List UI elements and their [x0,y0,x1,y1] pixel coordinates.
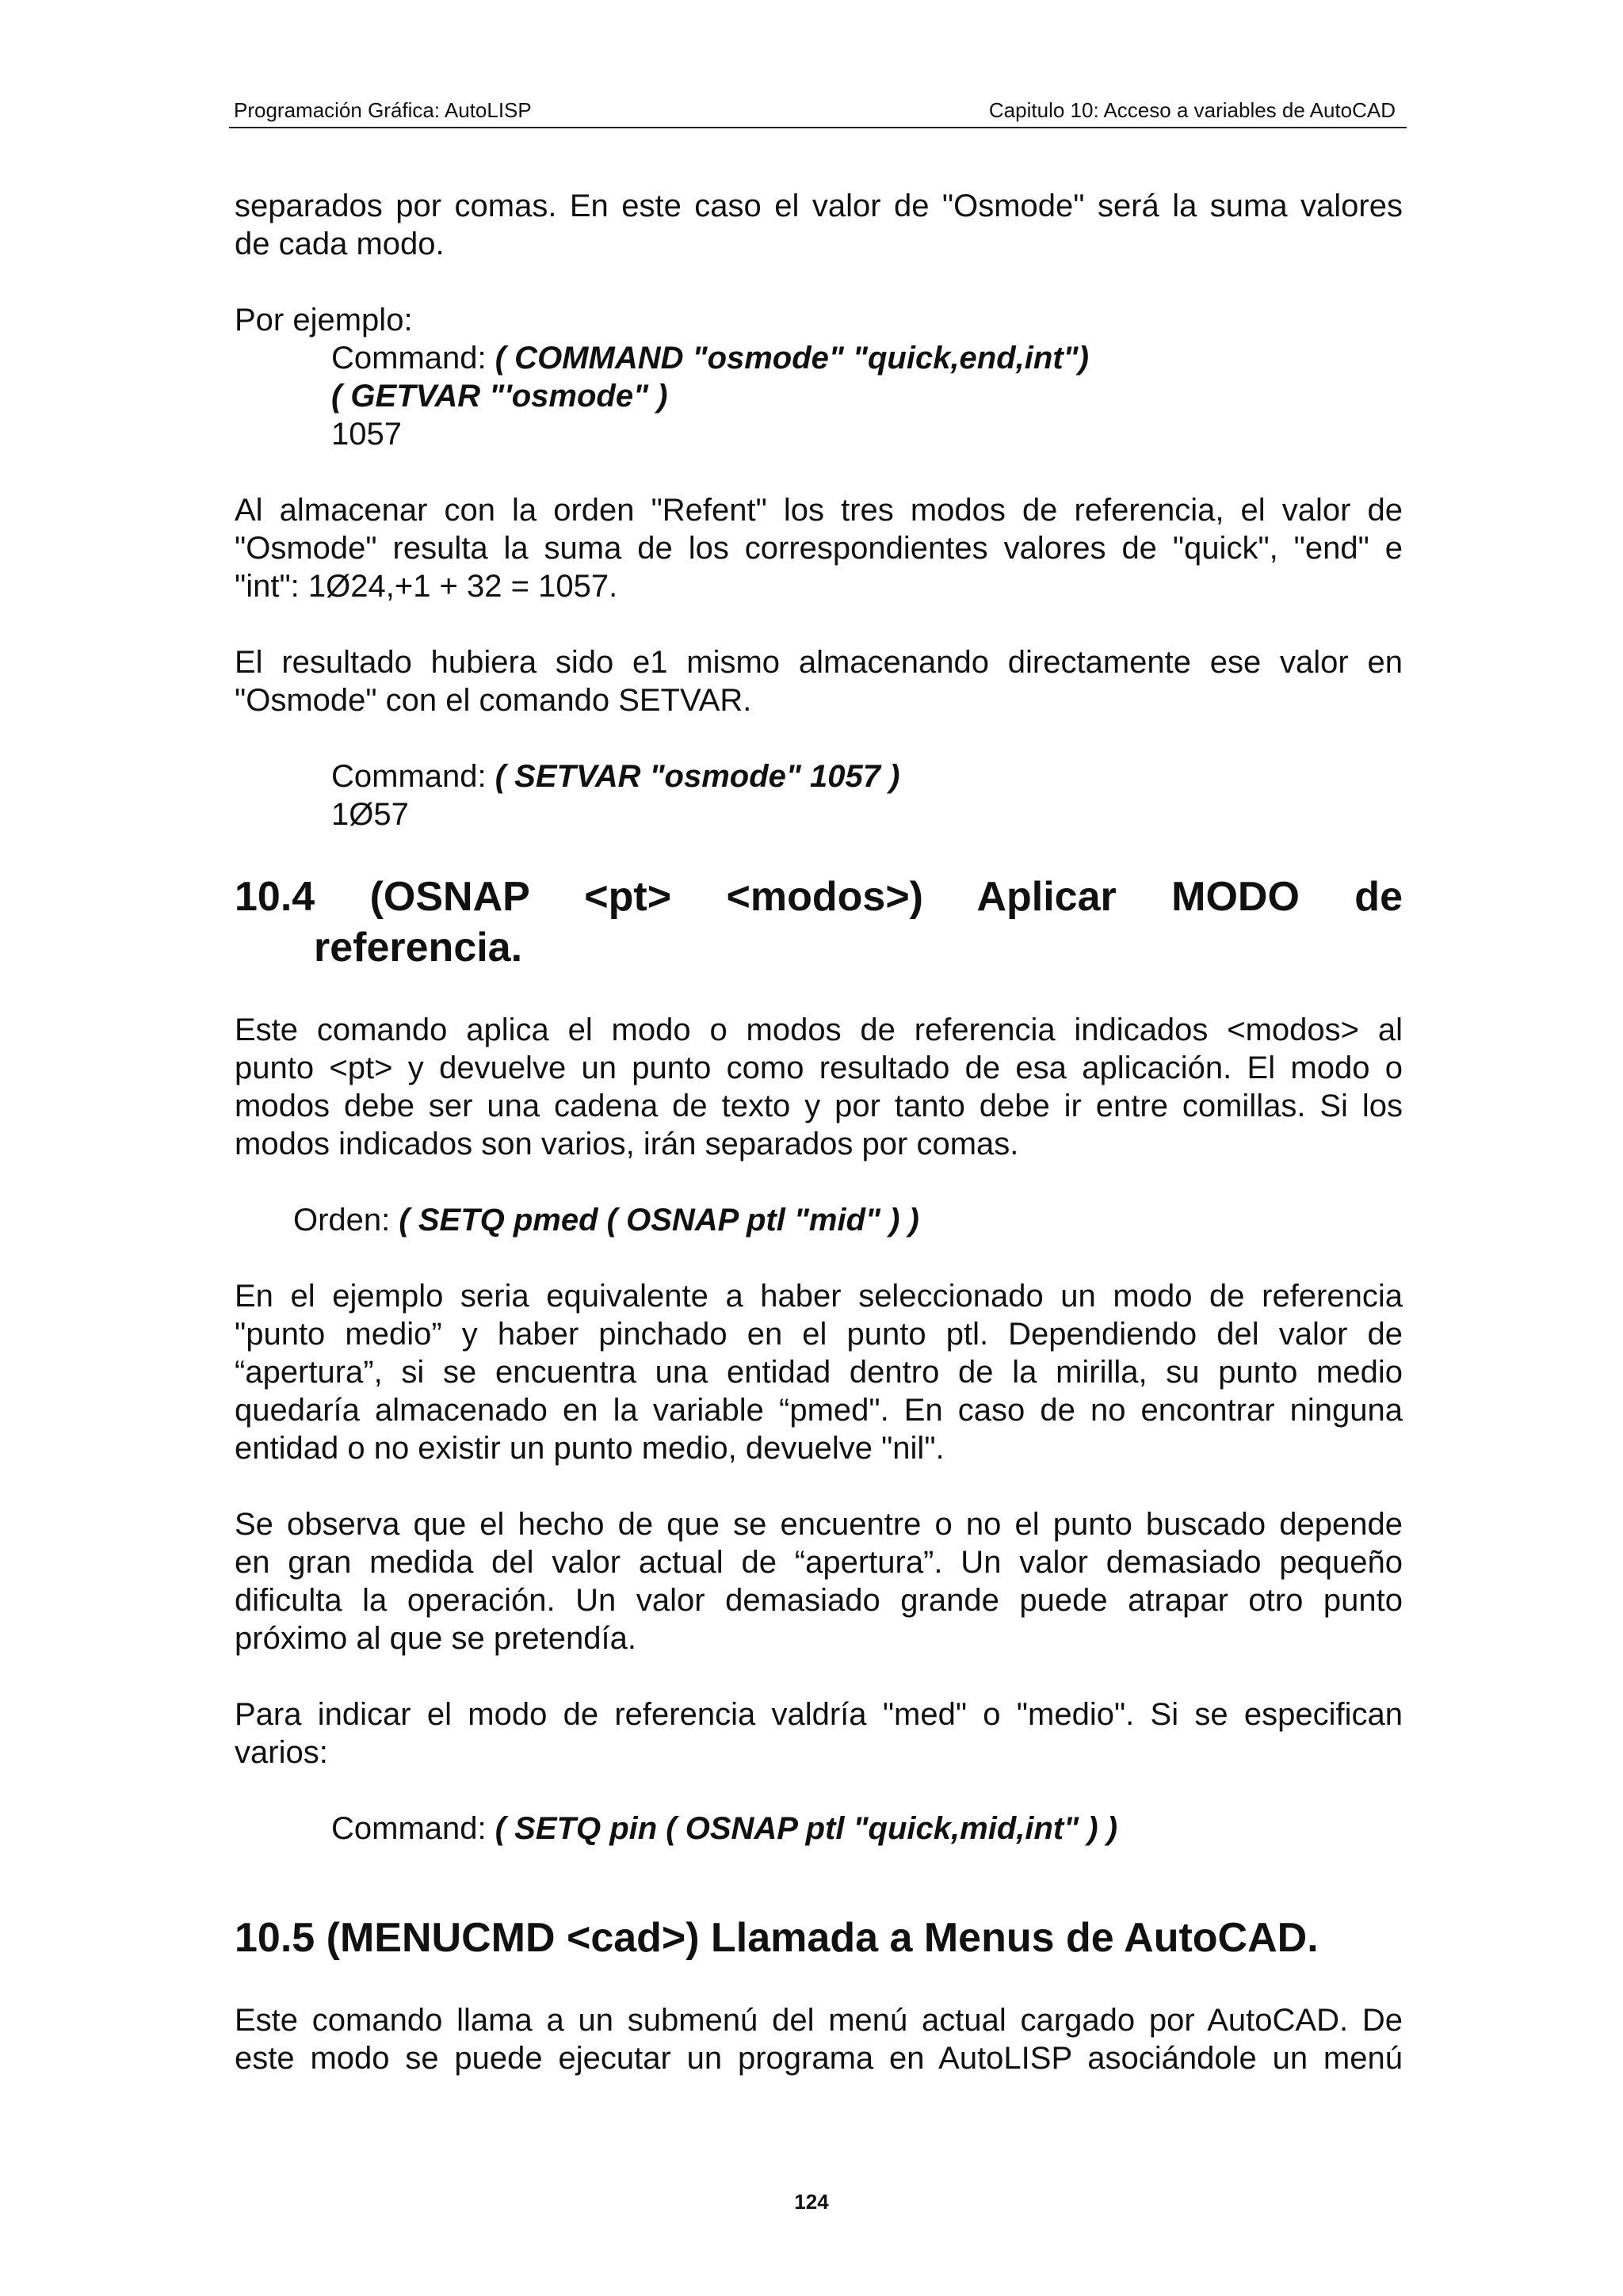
example-setvar [235,757,1403,833]
text-line: quedaría almacenado en la variable “pmed". En caso de no encontrar ninguna [235,1393,1403,1428]
text-line: varios: [235,1735,328,1770]
text-line: Al almacenar con la orden "Refent" los tres modos de referencia, el valor de [235,493,1403,528]
command-code: ( SETQ pin ( OSNAP ptl "quick,mid,int" ) ) [495,1811,1118,1846]
example-lead: Por ejemplo: [235,303,413,338]
intro-paragraph [235,187,1403,263]
text-line: "punto medio” y haber pinchado en el punto ptl. Dependiendo del valor de [235,1317,1403,1352]
command-prefix: Command: [331,759,495,794]
indicar-paragraph [235,1695,1403,1772]
page-body [235,187,1403,2115]
osnap-paragraph [235,1011,1403,1163]
page-header [229,93,1407,128]
command-line [235,339,1403,377]
command-prefix: Command: [331,1811,495,1846]
text-line: Este comando aplica el modo o modos de referencia indicados <modos> al [235,1013,1403,1047]
text-line: Este comando llama a un submenú del menú actual cargado por AutoCAD. De [235,2003,1403,2038]
text-line: este modo se puede ejecutar un programa en AutoLISP asociándole un menú [235,2041,1403,2076]
command-result: 1Ø57 [331,797,409,832]
text-line: "Osmode" con el comando SETVAR. [235,683,752,718]
command-code: ( COMMAND "osmode" "quick,end,int") [495,341,1089,376]
text-line: “apertura”, si se encuentra una entidad dentro de la mirilla, su punto medio [235,1355,1403,1390]
command-code: ( SETVAR "osmode" 1057 ) [495,759,900,794]
command-line [235,757,1403,795]
text-line: "int": 1Ø24,+1 + 32 = 1057. [235,569,618,604]
text-line: modos indicados son varios, irán separados por comas. [235,1127,1019,1161]
text-line: El resultado hubiera sido e1 mismo almacenando directamente ese valor en [235,645,1403,680]
example-osnap [235,1201,1403,1239]
example-osmode [235,301,1403,453]
text-line: En el ejemplo seria equivalente a haber seleccionado un modo de referencia [235,1279,1403,1314]
page-number: 124 [794,2190,829,2214]
ejemplo-paragraph [235,1277,1403,1467]
text-line: modos debe ser una cadena de texto y por tanto debe ir entre comillas. Si los [235,1089,1403,1123]
text-line: Se observa que el hecho de que se encuentre o no el punto buscado depende [235,1507,1403,1542]
menucmd-paragraph [235,2001,1403,2077]
command-code: ( SETQ pmed ( OSNAP ptl "mid" ) ) [399,1203,919,1238]
command-line [235,1201,1403,1239]
refent-paragraph [235,491,1403,605]
text-line: separados por comas. En este caso el valor de "Osmode" será la suma valores [235,189,1403,223]
section-heading-10-4 [235,871,1403,973]
resultado-paragraph [235,643,1403,719]
text-line: próximo al que se pretendía. [235,1621,636,1656]
command-line [235,1810,1403,1848]
heading-line: 10.4 (OSNAP <pt> <modos>) Aplicar MODO de [235,874,1403,920]
header-book-title: Programación Gráfica: AutoLISP [234,98,532,122]
command-result: 1057 [331,417,402,452]
text-line: de cada modo. [235,227,445,261]
heading-line: 10.5 (MENUCMD <cad>) Llamada a Menus de AutoCAD. [235,1915,1319,1961]
command-prefix: Orden: [293,1203,399,1238]
text-line: dificulta la operación. Un valor demasiado grande puede atrapar otro punto [235,1583,1403,1618]
section-heading-10-5 [235,1913,1403,1963]
text-line: punto <pt> y devuelve un punto como resultado de esa aplicación. El modo o [235,1051,1403,1085]
heading-line: referencia. [314,925,523,971]
text-line: "Osmode" resulta la suma de los correspondientes valores de "quick", "end" e [235,531,1403,566]
text-line: en gran medida del valor actual de “apertura”. Un valor demasiado pequeño [235,1545,1403,1580]
command-code: ( GETVAR "'osmode" ) [331,379,668,414]
text-line: Para indicar el modo de referencia valdría "med" o "medio". Si se especifican [235,1697,1403,1732]
header-chapter-title: Capitulo 10: Acceso a variables de AutoCAD [988,98,1396,122]
observa-paragraph [235,1505,1403,1657]
example-osnap-multi [235,1810,1403,1848]
text-line: entidad o no existir un punto medio, devuelve "nil". [235,1431,945,1466]
command-prefix: Command: [331,341,495,376]
